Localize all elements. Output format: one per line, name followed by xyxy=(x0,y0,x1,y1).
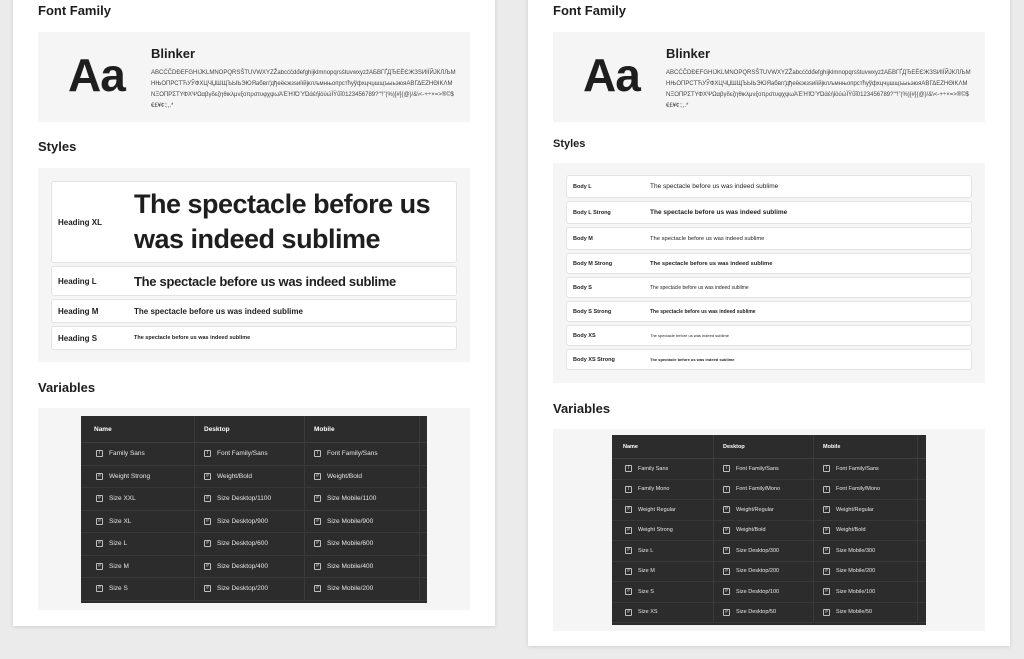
font-preview-box xyxy=(553,32,985,122)
style-sample: The spectacle before us was indeed sublime xyxy=(650,333,729,338)
number-variable-icon: # xyxy=(823,588,830,595)
number-variable-icon: # xyxy=(204,585,211,592)
table-header xyxy=(81,416,427,443)
number-variable-icon: # xyxy=(204,495,211,502)
variable-name: Size M xyxy=(638,568,655,575)
variable-name: Size S xyxy=(109,585,128,593)
style-label: Heading M xyxy=(58,306,99,316)
variable-name: Weight Regular xyxy=(638,506,676,513)
style-sample: The spectacle before us was indeed sublime xyxy=(134,189,431,254)
variables-box xyxy=(38,408,470,610)
number-variable-icon: # xyxy=(314,585,321,592)
style-row-body-s xyxy=(566,277,972,298)
table-row[interactable] xyxy=(81,556,427,579)
style-sample: The spectacle before us was indeed sublime xyxy=(650,183,779,190)
variable-mobile-value: Size Mobile/100 xyxy=(836,588,876,595)
style-row-body-xs-strong xyxy=(566,349,972,370)
style-row-heading-s xyxy=(51,326,457,350)
glyph-set: ABCĆČDĐEFGHIJKLMNOPQRSŠTUVWXYZŽabcćčdđefghijklmnopqrsštuvwxyzžАБВГҐДЂЕЁЄЖЗЅИІЇЙЈКЛЉМНЊОПРСТЋУЎФХЦЧЏШЩЪЫЬЭЮЯабвгґдђеёєжзѕиіїйјклљмнњопрстћуўфхцчџшщъыьэюяΑΒΓΔΕΖΗΘΙΚΛΜΝΞΟΠΡΣΤΥΦΧΨΩαβγδεζηθικλμνξοπρστυφχψωΆΈΉΊΌΎΏάέήίόύώΪΫΰΐ0123456789?‘“!”(%)[#]{@}/&\<-+÷×=>®©$€£¥¢:;,.* xyxy=(666,70,971,109)
text-variable-icon: T xyxy=(824,485,829,492)
variable-desktop-value: Size Desktop/50 xyxy=(736,609,777,616)
variable-mobile-value: Size Mobile/1100 xyxy=(327,495,377,503)
number-variable-icon: # xyxy=(625,527,632,534)
table-row[interactable] xyxy=(612,603,926,624)
styles-box xyxy=(553,163,985,383)
variables-title: Variables xyxy=(553,401,611,416)
variable-name: Family Sans xyxy=(638,465,669,472)
variable-name: Weight Strong xyxy=(638,527,673,534)
variable-name: Weight Strong xyxy=(109,472,151,480)
styles-title: Styles xyxy=(38,139,77,154)
header-name: Name xyxy=(81,416,195,442)
variable-desktop-value: Size Desktop/200 xyxy=(217,585,268,593)
font-family-title: Font Family xyxy=(38,3,111,18)
number-variable-icon: # xyxy=(204,563,211,570)
table-row[interactable] xyxy=(81,578,427,601)
number-variable-icon: # xyxy=(625,547,632,554)
font-sample-aa: Aa xyxy=(68,49,125,101)
header-name: Name xyxy=(612,435,714,458)
style-sample: The spectacle before us was indeed sublime xyxy=(134,306,303,316)
style-row-heading-xl xyxy=(51,181,457,263)
number-variable-icon: # xyxy=(823,527,830,534)
number-variable-icon: # xyxy=(625,588,632,595)
style-sample: The spectacle before us was indeed sublime xyxy=(650,260,773,267)
style-sample: The spectacle before us was indeed sublime xyxy=(650,308,756,315)
number-variable-icon: # xyxy=(204,540,211,547)
variable-mobile-value: Font Family/Sans xyxy=(836,465,879,472)
variable-desktop-value: Size Desktop/300 xyxy=(736,547,780,554)
style-row-body-xs xyxy=(566,325,972,346)
text-variable-icon: T xyxy=(824,465,829,472)
variable-mobile-value: Font Family/Mono xyxy=(836,486,881,493)
variable-name: Size L xyxy=(638,547,654,554)
number-variable-icon: # xyxy=(96,495,103,502)
number-variable-icon: # xyxy=(723,506,730,513)
number-variable-icon: # xyxy=(723,588,730,595)
table-row[interactable] xyxy=(81,511,427,534)
table-row[interactable] xyxy=(612,459,926,480)
number-variable-icon: # xyxy=(625,506,632,513)
style-label: Body XS Strong xyxy=(573,356,615,363)
number-variable-icon: # xyxy=(625,609,632,616)
variable-mobile-value: Size Mobile/50 xyxy=(836,609,873,616)
variable-name: Size XS xyxy=(638,609,658,616)
number-variable-icon: # xyxy=(314,518,321,525)
variable-mobile-value: Size Mobile/300 xyxy=(836,547,876,554)
table-row[interactable] xyxy=(612,480,926,501)
number-variable-icon: # xyxy=(314,473,321,480)
style-row-body-s-strong xyxy=(566,301,972,322)
number-variable-icon: # xyxy=(625,568,632,575)
table-row[interactable] xyxy=(81,466,427,489)
variable-desktop-value: Size Desktop/400 xyxy=(217,562,268,570)
variable-name: Size XXL xyxy=(109,495,136,503)
style-label: Heading S xyxy=(58,333,98,343)
header-mobile: Mobile xyxy=(814,435,918,458)
typography-card-left xyxy=(13,0,495,626)
variable-desktop-value: Size Desktop/900 xyxy=(217,517,268,525)
variables-table xyxy=(81,416,427,603)
number-variable-icon: # xyxy=(314,563,321,570)
text-variable-icon: T xyxy=(626,465,631,472)
number-variable-icon: # xyxy=(723,527,730,534)
variable-name: Size S xyxy=(638,588,654,595)
table-row[interactable] xyxy=(612,521,926,542)
style-label: Heading XL xyxy=(58,217,103,227)
variable-desktop-value: Font Family/Sans xyxy=(217,450,268,458)
style-row-body-m-strong xyxy=(566,253,972,274)
text-variable-icon: T xyxy=(724,485,729,492)
style-row-heading-m xyxy=(51,299,457,323)
number-variable-icon: # xyxy=(314,540,321,547)
variable-name: Size M xyxy=(109,562,129,570)
variable-mobile-value: Weight/Bold xyxy=(836,527,866,534)
text-variable-icon: T xyxy=(315,450,320,457)
style-row-heading-l xyxy=(51,266,457,296)
variable-desktop-value: Weight/Regular xyxy=(736,506,774,513)
variable-mobile-value: Size Mobile/200 xyxy=(327,585,374,593)
font-name: Blinker xyxy=(151,46,196,61)
style-label: Body M xyxy=(573,235,593,242)
style-sample: The spectacle before us was indeed sublime xyxy=(650,209,788,216)
number-variable-icon: # xyxy=(823,609,830,616)
variable-name: Size L xyxy=(109,540,128,548)
style-label: Body XS xyxy=(573,332,596,339)
variables-title: Variables xyxy=(38,380,96,395)
number-variable-icon: # xyxy=(96,518,103,525)
number-variable-icon: # xyxy=(204,518,211,525)
style-label: Body M Strong xyxy=(573,260,613,267)
style-label: Body S Strong xyxy=(573,308,612,315)
number-variable-icon: # xyxy=(823,568,830,575)
variable-mobile-value: Weight/Bold xyxy=(327,472,362,480)
number-variable-icon: # xyxy=(96,473,103,480)
table-row[interactable] xyxy=(612,562,926,583)
number-variable-icon: # xyxy=(723,568,730,575)
style-sample: The spectacle before us was indeed sublime xyxy=(650,357,735,362)
style-row-body-l-strong xyxy=(566,201,972,224)
number-variable-icon: # xyxy=(823,506,830,513)
font-sample-aa: Aa xyxy=(583,49,640,101)
number-variable-icon: # xyxy=(823,547,830,554)
variable-mobile-value: Font Family/Sans xyxy=(327,450,378,458)
table-row[interactable] xyxy=(81,533,427,556)
variable-desktop-value: Font Family/Mono xyxy=(736,486,781,493)
variable-desktop-value: Size Desktop/100 xyxy=(736,588,780,595)
variable-mobile-value: Size Mobile/200 xyxy=(836,568,876,575)
variable-desktop-value: Size Desktop/1100 xyxy=(217,495,272,503)
style-label: Heading L xyxy=(58,276,97,286)
variable-name: Size XL xyxy=(109,517,132,525)
variable-desktop-value: Weight/Bold xyxy=(736,527,766,534)
style-row-body-l xyxy=(566,175,972,198)
font-name: Blinker xyxy=(666,46,711,61)
variable-desktop-value: Size Desktop/600 xyxy=(217,540,268,548)
table-row[interactable] xyxy=(612,582,926,603)
text-variable-icon: T xyxy=(97,450,102,457)
variable-mobile-value: Size Mobile/400 xyxy=(327,562,374,570)
font-preview-box xyxy=(38,32,470,122)
number-variable-icon: # xyxy=(723,547,730,554)
table-row[interactable] xyxy=(612,541,926,562)
variable-name: Family Sans xyxy=(109,450,145,458)
number-variable-icon: # xyxy=(96,540,103,547)
table-row[interactable] xyxy=(81,443,427,466)
style-sample: The spectacle before us was indeed sublime xyxy=(650,235,765,242)
table-header xyxy=(612,435,926,459)
font-family-title: Font Family xyxy=(553,3,626,18)
variables-box xyxy=(553,429,985,631)
style-sample: The spectacle before us was indeed sublime xyxy=(134,335,251,341)
typography-card-right xyxy=(528,0,1010,646)
style-sample: The spectacle before us was indeed sublime xyxy=(134,273,396,289)
number-variable-icon: # xyxy=(96,563,103,570)
table-row[interactable] xyxy=(612,500,926,521)
style-label: Body L Strong xyxy=(573,209,611,216)
text-variable-icon: T xyxy=(205,450,210,457)
variable-mobile-value: Size Mobile/900 xyxy=(327,517,374,525)
variable-desktop-value: Weight/Bold xyxy=(217,472,252,480)
styles-title: Styles xyxy=(553,138,586,150)
style-label: Body S xyxy=(573,284,592,291)
header-mobile: Mobile xyxy=(305,416,420,442)
number-variable-icon: # xyxy=(204,473,211,480)
header-desktop: Desktop xyxy=(714,435,814,458)
number-variable-icon: # xyxy=(723,609,730,616)
number-variable-icon: # xyxy=(96,585,103,592)
variable-name: Family Mono xyxy=(638,486,670,493)
style-label: Body L xyxy=(573,183,592,190)
style-row-body-m xyxy=(566,227,972,250)
variable-mobile-value: Size Mobile/600 xyxy=(327,540,374,548)
styles-box xyxy=(38,168,470,362)
header-desktop: Desktop xyxy=(195,416,305,442)
number-variable-icon: # xyxy=(314,495,321,502)
glyph-set: ABCĆČDĐEFGHIJKLMNOPQRSŠTUVWXYZŽabcćčdđefghijklmnopqrsštuvwxyzžАБВГҐДЂЕЁЄЖЗЅИІЇЙЈКЛЉМНЊОПРСТЋУЎФХЦЧЏШЩЪЫЬЭЮЯабвгґдђеёєжзѕиіїйјклљмнњопрстћуўфхцчџшщъыьэюяΑΒΓΔΕΖΗΘΙΚΛΜΝΞΟΠΡΣΤΥΦΧΨΩαβγδεζηθικλμνξοπρστυφχψωΆΈΉΊΌΎΏάέήίόύώΪΫΰΐ0123456789?‘“!”(%)[#]{@}/&\<-+÷×=>®©$€£¥¢:;,.* xyxy=(151,70,456,109)
text-variable-icon: T xyxy=(724,465,729,472)
text-variable-icon: T xyxy=(626,485,631,492)
variables-table xyxy=(612,435,926,625)
style-sample: The spectacle before us was indeed sublime xyxy=(650,284,749,291)
variable-desktop-value: Size Desktop/200 xyxy=(736,568,780,575)
variable-mobile-value: Weight/Regular xyxy=(836,506,874,513)
table-row[interactable] xyxy=(81,488,427,511)
variable-desktop-value: Font Family/Sans xyxy=(736,465,779,472)
